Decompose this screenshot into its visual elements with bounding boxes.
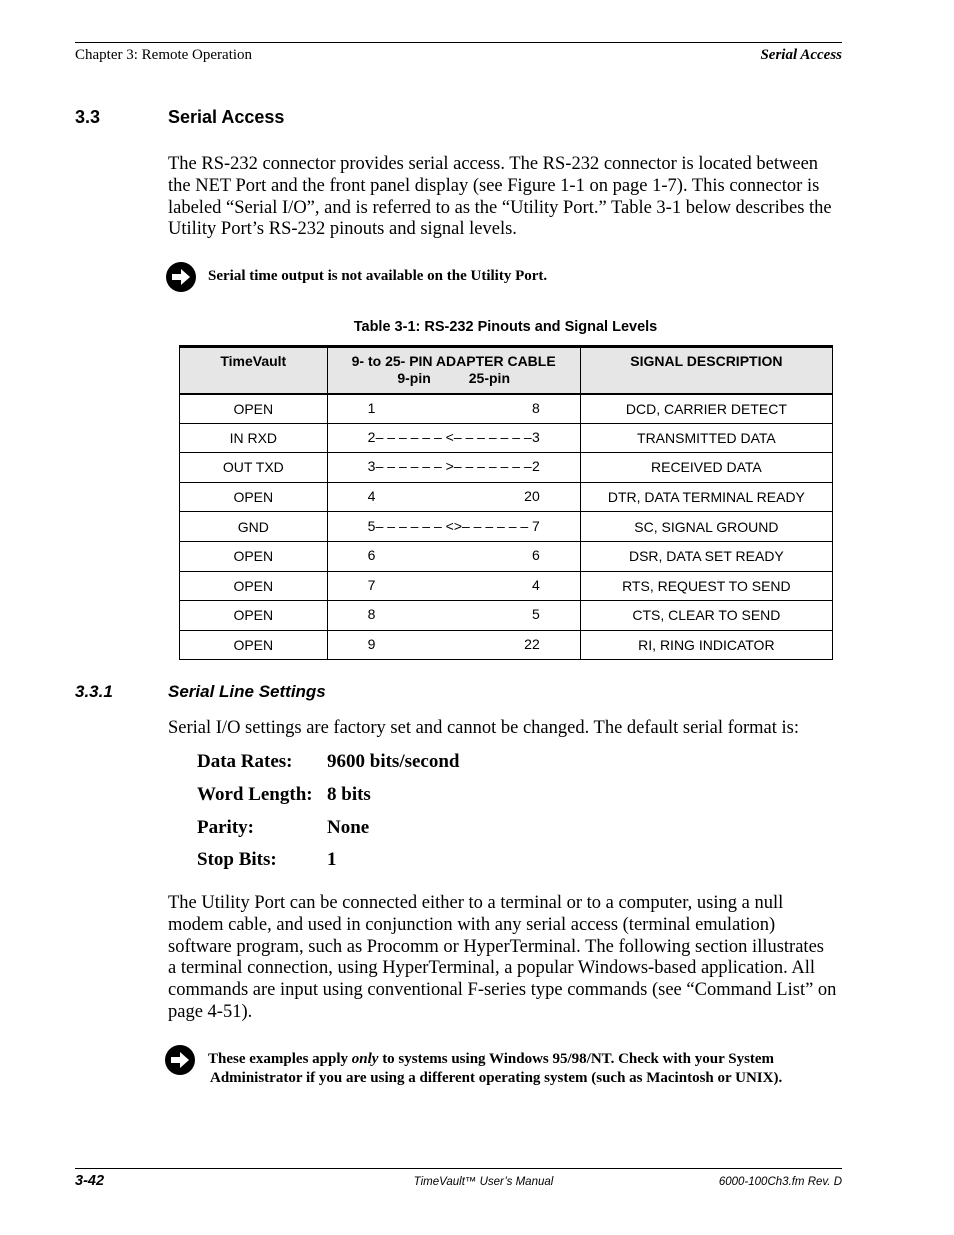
- cell-timevault: IN RXD: [180, 423, 328, 453]
- pin-9: 1: [367, 399, 376, 416]
- pin-connector: – – – – – – >– – – – – – –: [375, 458, 532, 475]
- pin-25: 22: [524, 636, 540, 653]
- pin-9: 6: [367, 547, 376, 564]
- table-row: [180, 482, 833, 512]
- table-row: [180, 601, 833, 631]
- cell-pins: [327, 541, 580, 571]
- table-row: [180, 453, 833, 483]
- setting-label: Stop Bits:: [197, 849, 277, 870]
- table-row: [180, 512, 833, 542]
- connection-paragraph: [168, 893, 848, 1024]
- note-line-2: Administrator if you are using a different operating system (such as Macintosh or UNIX).: [210, 1070, 783, 1086]
- cell-pins: [327, 512, 580, 542]
- cell-pins: [327, 601, 580, 631]
- cell-description: RI, RING INDICATOR: [580, 630, 832, 660]
- footer-rule: [75, 1168, 842, 1169]
- cell-timevault: OUT TXD: [180, 453, 328, 483]
- cell-description: DSR, DATA SET READY: [580, 541, 832, 571]
- cell-description: SC, SIGNAL GROUND: [580, 512, 832, 542]
- pin-25: 20: [524, 488, 540, 505]
- header-25pin: 25-pin: [468, 370, 510, 386]
- pin-9: 4: [367, 488, 376, 505]
- pin-connector: – – – – – – <– – – – – – –: [375, 428, 532, 445]
- cell-pins: [327, 394, 580, 424]
- setting-label: Word Length:: [197, 784, 313, 805]
- table-row: [180, 630, 833, 660]
- setting-value: 9600 bits/second: [327, 751, 460, 772]
- footer-file-rev: 6000-100Ch3.fm Rev. D: [718, 1176, 842, 1188]
- subsection-title: Serial Line Settings: [168, 682, 326, 701]
- table-row: [180, 541, 833, 571]
- setting-value: 8 bits: [327, 784, 371, 805]
- subsection-number: 3.3.1: [75, 682, 113, 701]
- cell-description: RECEIVED DATA: [580, 453, 832, 483]
- intro-line: labeled “Serial I/O”, and is referred to as the “Utility Port.” Table 3-1 below describes the: [168, 197, 832, 218]
- note-windows-only: [208, 1050, 848, 1088]
- cell-description: TRANSMITTED DATA: [580, 423, 832, 453]
- note-utility-port: Serial time output is not available on the Utility Port.: [208, 268, 548, 284]
- cell-timevault: OPEN: [180, 571, 328, 601]
- header-section: Serial Access: [760, 47, 842, 63]
- pin-9: 7: [367, 576, 376, 593]
- footer-manual-title: TimeVault™ User’s Manual: [413, 1176, 554, 1188]
- section-title: Serial Access: [168, 107, 285, 127]
- pin-25: 6: [531, 547, 540, 564]
- table-header-row: [180, 347, 833, 394]
- pin-connector: – – – – – – <>– – – – – –: [375, 517, 529, 534]
- body-line: page 4-51).: [168, 1001, 253, 1022]
- intro-line: the NET Port and the front panel display (see Figure 1-1 on page 1-7). This connector is: [168, 175, 820, 196]
- header-chapter: Chapter 3: Remote Operation: [75, 47, 253, 63]
- pinout-table: [179, 345, 833, 660]
- cell-pins: [327, 482, 580, 512]
- cell-timevault: OPEN: [180, 630, 328, 660]
- cell-timevault: OPEN: [180, 541, 328, 571]
- setting-label: Parity:: [197, 817, 254, 838]
- cell-timevault: GND: [180, 512, 328, 542]
- setting-label: Data Rates:: [197, 751, 293, 772]
- setting-value: None: [327, 817, 370, 838]
- note-line-1: These examples apply only to systems using Windows 95/98/NT. Check with your System: [208, 1051, 775, 1067]
- cell-timevault: OPEN: [180, 601, 328, 631]
- cell-pins: [327, 630, 580, 660]
- intro-paragraph: [168, 154, 848, 241]
- pin-9: 8: [367, 606, 376, 623]
- pin-9: 3: [367, 458, 376, 475]
- cell-description: DCD, CARRIER DETECT: [580, 394, 832, 424]
- pin-9: 9: [367, 636, 376, 653]
- header-signal-description: SIGNAL DESCRIPTION: [580, 347, 832, 394]
- header-adapter-title: 9- to 25- PIN ADAPTER CABLE: [351, 353, 556, 369]
- header-9pin: 9-pin: [397, 370, 431, 386]
- cell-pins: [327, 453, 580, 483]
- note-arrow-icon: [165, 1045, 195, 1075]
- settings-intro: Serial I/O settings are factory set and cannot be changed. The default serial format is:: [168, 718, 799, 738]
- table-row: [180, 423, 833, 453]
- pin-9: 2: [367, 428, 376, 445]
- body-line: The Utility Port can be connected either to a terminal or to a computer, using a null: [168, 893, 784, 913]
- cell-description: DTR, DATA TERMINAL READY: [580, 482, 832, 512]
- body-line: a terminal connection, using HyperTerminal, a popular Windows-based application. All: [168, 958, 816, 979]
- body-line: modem cable, and used in conjunction with any serial access (terminal emulation): [168, 914, 776, 935]
- footer-page-number: 3-42: [75, 1173, 105, 1189]
- table-row: [180, 571, 833, 601]
- note-arrow-icon: [166, 262, 196, 292]
- cell-timevault: OPEN: [180, 482, 328, 512]
- pin-25: 3: [531, 428, 540, 445]
- pin-25: 4: [531, 576, 540, 593]
- cell-description: RTS, REQUEST TO SEND: [580, 571, 832, 601]
- pin-25: 7: [531, 517, 540, 534]
- header-timevault: TimeVault: [180, 347, 328, 394]
- pin-25: 2: [531, 458, 540, 475]
- pin-9: 5: [367, 517, 376, 534]
- body-line: software program, such as Procomm or HyperTerminal. The following section illustrates: [168, 936, 824, 957]
- table-row: [180, 394, 833, 424]
- body-line: commands are input using conventional F-series type commands (see “Command List” on: [168, 980, 837, 1001]
- pin-25: 5: [531, 606, 540, 623]
- section-number: 3.3: [75, 107, 101, 127]
- cell-pins: [327, 423, 580, 453]
- intro-line: Utility Port’s RS-232 pinouts and signal levels.: [168, 219, 517, 240]
- cell-pins: [327, 571, 580, 601]
- header-rule: [75, 42, 842, 43]
- cell-timevault: OPEN: [180, 394, 328, 424]
- cell-description: CTS, CLEAR TO SEND: [580, 601, 832, 631]
- header-adapter-cable: [327, 347, 580, 394]
- pin-25: 8: [531, 399, 540, 416]
- table-caption: Table 3-1: RS-232 Pinouts and Signal Levels: [353, 319, 658, 335]
- setting-value: 1: [327, 849, 337, 870]
- intro-line: The RS-232 connector provides serial access. The RS-232 connector is located between: [168, 154, 819, 174]
- emphasis-only: only: [351, 1051, 379, 1067]
